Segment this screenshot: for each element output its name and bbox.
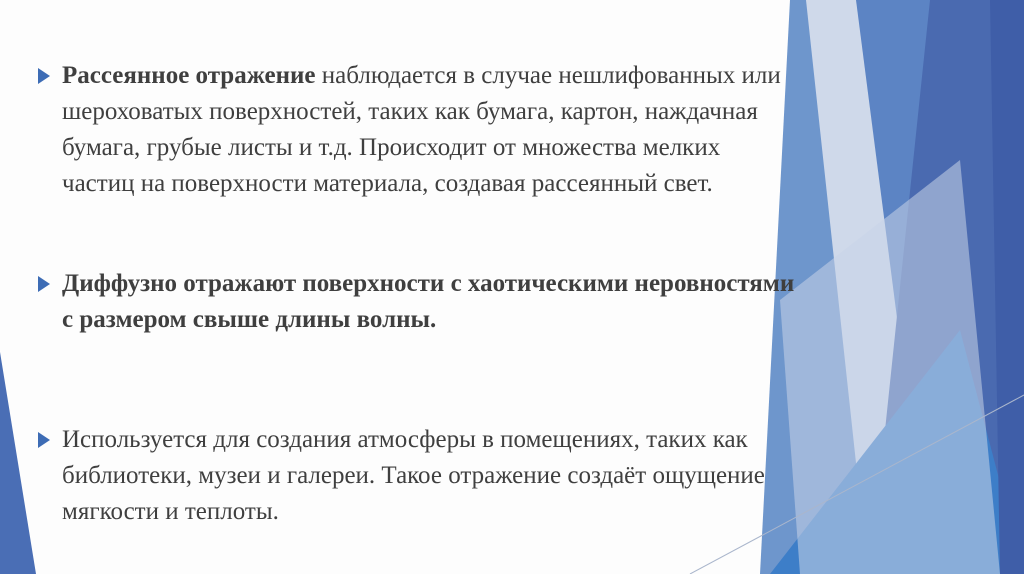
bullet-arrow-icon (38, 68, 50, 84)
bullet-arrow-icon (38, 432, 50, 448)
bullet-regular-text: наблюдается в случае нешлифованных или шероховатых поверхностей, таких как бумага, картон, наждачная бумага, грубые листы и т.д. Происходит от множества мелких частиц на поверхности материала, создавая рассеянный свет. (62, 62, 781, 197)
bullet-item-1 (38, 58, 798, 202)
decor-left-triangle (0, 352, 36, 574)
bullet-arrow-icon (38, 276, 50, 292)
bullet-regular-text: Используется для создания атмосферы в помещениях, таких как библиотеки, музеи и галереи. Такое отражение создаёт ощущение мягкости и теплоты. (62, 426, 765, 525)
bullet-text (62, 266, 798, 338)
bullet-bold-text: Рассеянное отражение (62, 62, 316, 89)
bullet-bold-text: Диффузно отражают поверхности с хаотическими неровностями с размером свыше длины волны. (62, 270, 795, 333)
bullet-text (62, 422, 798, 530)
bullet-item-2 (38, 266, 798, 338)
bullet-item-3 (38, 422, 798, 530)
bullet-text (62, 58, 798, 202)
